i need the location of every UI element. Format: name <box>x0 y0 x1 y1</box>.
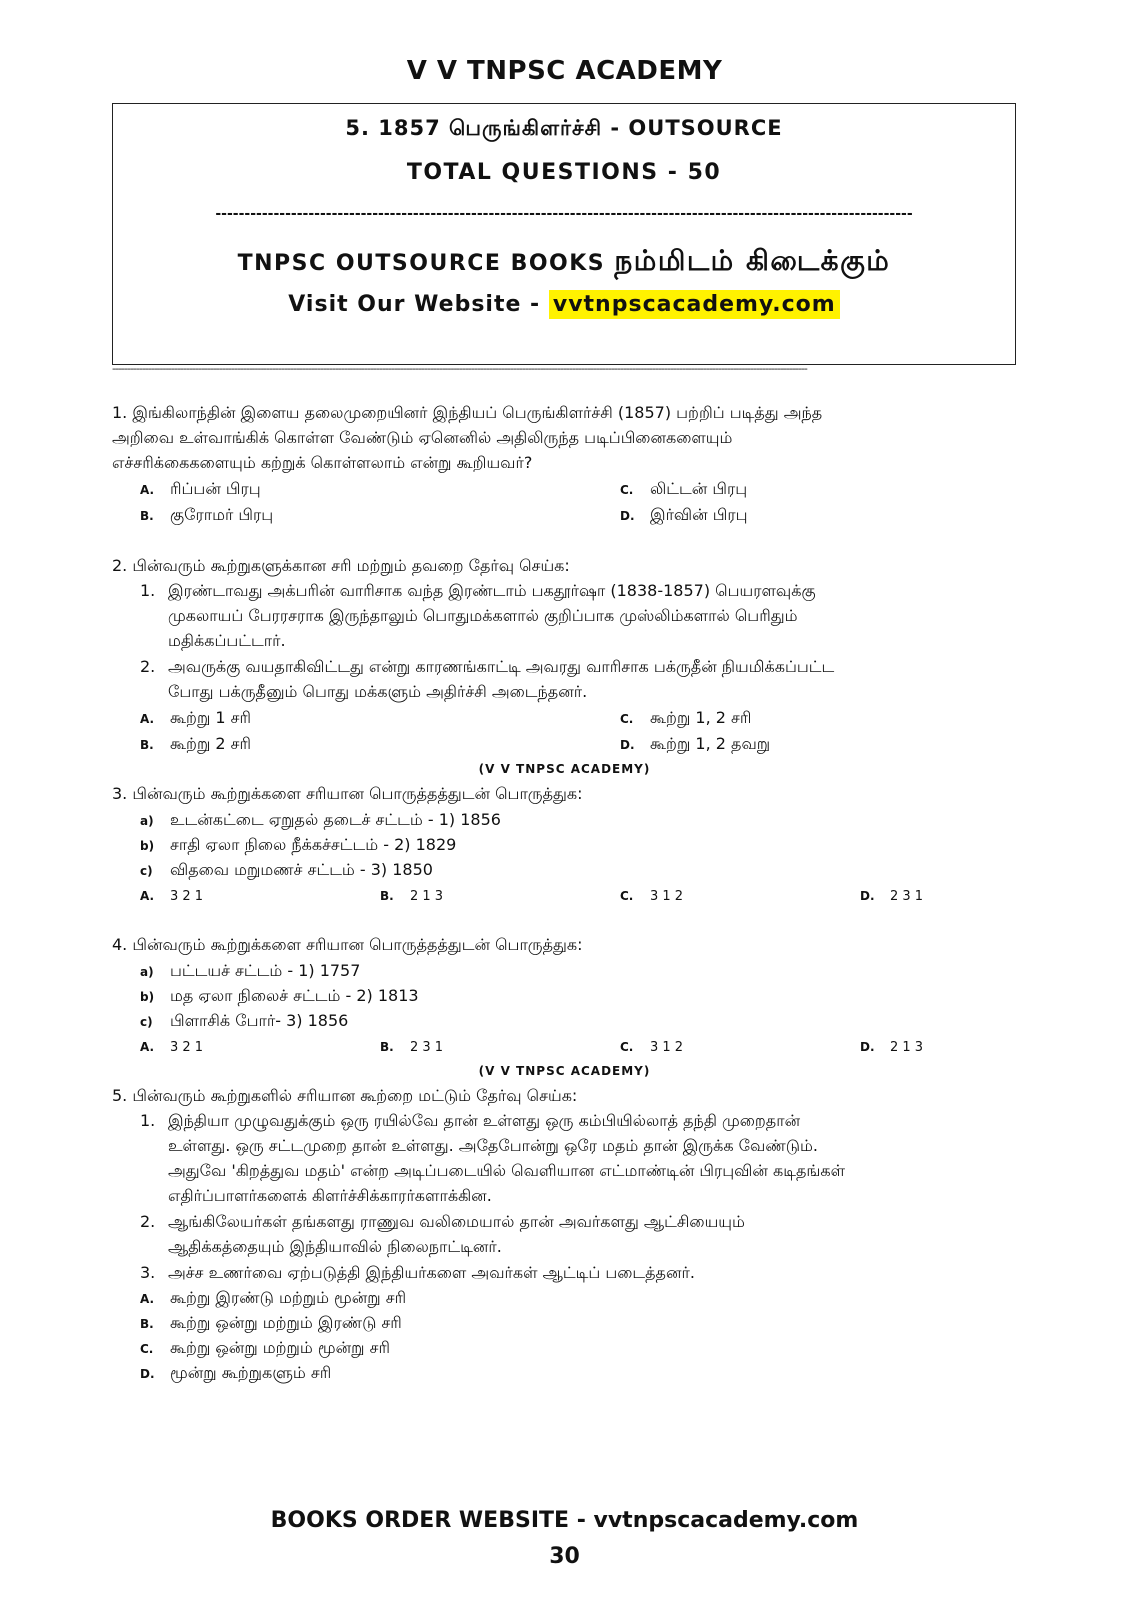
match-item: a) உடன்கட்டை ஏறுதல் தடைச் சட்டம் - 1) 1856 <box>140 810 501 829</box>
academy-title: V V TNPSC ACADEMY <box>406 56 723 86</box>
option-c[interactable]: C. கூற்று ஒன்று மற்றும் மூன்று சரி <box>140 1338 390 1357</box>
statement-line: உள்ளது. ஒரு சட்டமுறை தான் உள்ளது. அதேபோன்று ஒரே மதம் தான் இருக்க வேண்டும். <box>168 1136 818 1155</box>
question-text-line: அறிவை உள்வாங்கிக் கொள்ள வேண்டும் ஏனெனில் அதிலிருந்த படிப்பினைகளையும் <box>112 428 733 447</box>
question-text-line: 5. பின்வரும் கூற்றுகளில் சரியான கூற்றை மட்டும் தேர்வு செய்க: <box>112 1086 578 1105</box>
match-item: a) பட்டயச் சட்டம் - 1) 1757 <box>140 961 361 980</box>
option-b[interactable]: B. 2 1 3 <box>380 889 444 904</box>
books-line <box>113 244 1015 281</box>
statement-line: மதிக்கப்பட்டார். <box>168 631 286 650</box>
option-d[interactable]: D. கூற்று 1, 2 தவறு <box>620 734 771 753</box>
option-b[interactable]: B. 2 3 1 <box>380 1040 444 1055</box>
statement-line: இரண்டாவது அக்பரின் வாரிசாக வந்த இரண்டாம் பகதூர்ஷா (1838-1857) பெயரளவுக்கு <box>168 581 816 600</box>
header-box <box>112 103 1016 365</box>
statement-label: 1. <box>140 581 156 600</box>
statement-line: அதுவே 'கிறத்துவ மதம்' என்ற அடிப்படையில் வெளியான எட்மாண்டின் பிரபுவின் கடிதங்கள் <box>168 1161 846 1180</box>
statement-line: அவருக்கு வயதாகிவிட்டது என்று காரணங்காட்டி அவரது வாரிசாக பக்ருதீன் நியமிக்கப்பட்ட <box>168 657 835 676</box>
visit-line <box>113 292 1015 317</box>
statement-label: 1. <box>140 1111 156 1130</box>
statement-line: ஆதிக்கத்தையும் இந்தியாவில் நிலைநாட்டினர். <box>168 1237 502 1256</box>
option-c[interactable]: C. 3 1 2 <box>620 1040 684 1055</box>
statement-label: 3. <box>140 1263 156 1282</box>
statement-line: ஆங்கிலேயர்கள் தங்களது ராணுவ வலிமையால் தான் அவர்களது ஆட்சியையும் <box>168 1212 745 1231</box>
page-divider: ------------------------------------------------------------------------------------------------------------------------------------------------------------------------------------------------------------------------------------------ <box>112 362 807 374</box>
match-item: b) சாதி ஏலா நிலை நீக்கச்சட்டம் - 2) 1829 <box>140 835 457 854</box>
option-d[interactable]: D. 2 1 3 <box>860 1040 924 1055</box>
total-questions: TOTAL QUESTIONS - 50 <box>406 160 722 185</box>
question-text-line: எச்சரிக்கைகளையும் கற்றுக் கொள்ளலாம் என்று கூறியவர்? <box>112 453 533 472</box>
visit-label: Visit Our Website - <box>288 292 541 317</box>
option-b[interactable]: B. கூற்று 2 சரி <box>140 734 252 753</box>
option-b[interactable]: B. கூற்று ஒன்று மற்றும் இரண்டு சரி <box>140 1313 402 1332</box>
statement-label: 2. <box>140 1212 156 1231</box>
box-divider: ------------------------------------------------------------------------------------------------------------------------ <box>215 206 913 222</box>
option-c[interactable]: C. லிட்டன் பிரபு <box>620 479 748 498</box>
website-link[interactable]: vvtnpscacademy.com <box>549 290 840 319</box>
page-number: 30 <box>549 1544 580 1569</box>
option-c[interactable]: C. கூற்று 1, 2 சரி <box>620 708 752 727</box>
option-a[interactable]: A. ரிப்பன் பிரபு <box>140 479 261 498</box>
footer-order-website: BOOKS ORDER WEBSITE - vvtnpscacademy.com <box>270 1508 859 1533</box>
watermark: (V V TNPSC ACADEMY) <box>478 1064 651 1078</box>
statement-line: எதிர்ப்பாளர்களைக் கிளர்ச்சிக்காரர்களாக்கின. <box>168 1186 492 1205</box>
question-text-line: 1. இங்கிலாந்தின் இளைய தலைமுறையினர் இந்தியப் பெருங்கிளர்ச்சி (1857) பற்றிப் படித்து அந்த <box>112 403 823 422</box>
statement-line: முகலாயப் பேரரசராக இருந்தாலும் பொதுமக்களால் குறிப்பாக முஸ்லிம்களால் பெரிதும் <box>168 606 798 625</box>
match-item: b) மத ஏலா நிலைச் சட்டம் - 2) 1813 <box>140 986 419 1005</box>
statement-line: போது பக்ருதீனும் பொது மக்களும் அதிர்ச்சி அடைந்தனர். <box>168 682 588 701</box>
question-text-line: 2. பின்வரும் கூற்றுகளுக்கான சரி மற்றும் தவறை தேர்வு செய்க: <box>112 556 570 575</box>
question-text-line: 3. பின்வரும் கூற்றுக்களை சரியான பொருத்தத்துடன் பொருத்துக: <box>112 784 583 803</box>
option-d[interactable]: D. மூன்று கூற்றுகளும் சரி <box>140 1363 332 1382</box>
match-item: c) பிளாசிக் போர்- 3) 1856 <box>140 1011 349 1030</box>
question-text-line: 4. பின்வரும் கூற்றுக்களை சரியான பொருத்தத்துடன் பொருத்துக: <box>112 935 583 954</box>
statement-line: அச்ச உணர்வை ஏற்படுத்தி இந்தியர்களை அவர்கள் ஆட்டிப் படைத்தனர். <box>168 1263 695 1282</box>
books-prefix: TNPSC OUTSOURCE BOOKS <box>237 251 606 276</box>
option-b[interactable]: B. குரோமர் பிரபு <box>140 505 274 524</box>
option-d[interactable]: D. இர்வின் பிரபு <box>620 505 748 524</box>
option-d[interactable]: D. 2 3 1 <box>860 889 924 904</box>
statement-line: இந்தியா முழுவதுக்கும் ஒரு ரயில்வே தான் உள்ளது ஒரு கம்பியில்லாத் தந்தி முறைதான் <box>168 1111 801 1130</box>
option-a[interactable]: A. கூற்று இரண்டு மற்றும் மூன்று சரி <box>140 1288 407 1307</box>
books-tamil: நம்மிடம் கிடைக்கும் <box>614 244 891 277</box>
option-c[interactable]: C. 3 1 2 <box>620 889 684 904</box>
watermark: (V V TNPSC ACADEMY) <box>478 762 651 776</box>
match-item: c) விதவை மறுமணச் சட்டம் - 3) 1850 <box>140 860 433 879</box>
option-a[interactable]: A. 3 2 1 <box>140 889 204 904</box>
option-a[interactable]: A. 3 2 1 <box>140 1040 204 1055</box>
chapter-title: 5. 1857 பெருங்கிளர்ச்சி - OUTSOURCE <box>345 116 783 140</box>
statement-label: 2. <box>140 657 156 676</box>
option-a[interactable]: A. கூற்று 1 சரி <box>140 708 252 727</box>
